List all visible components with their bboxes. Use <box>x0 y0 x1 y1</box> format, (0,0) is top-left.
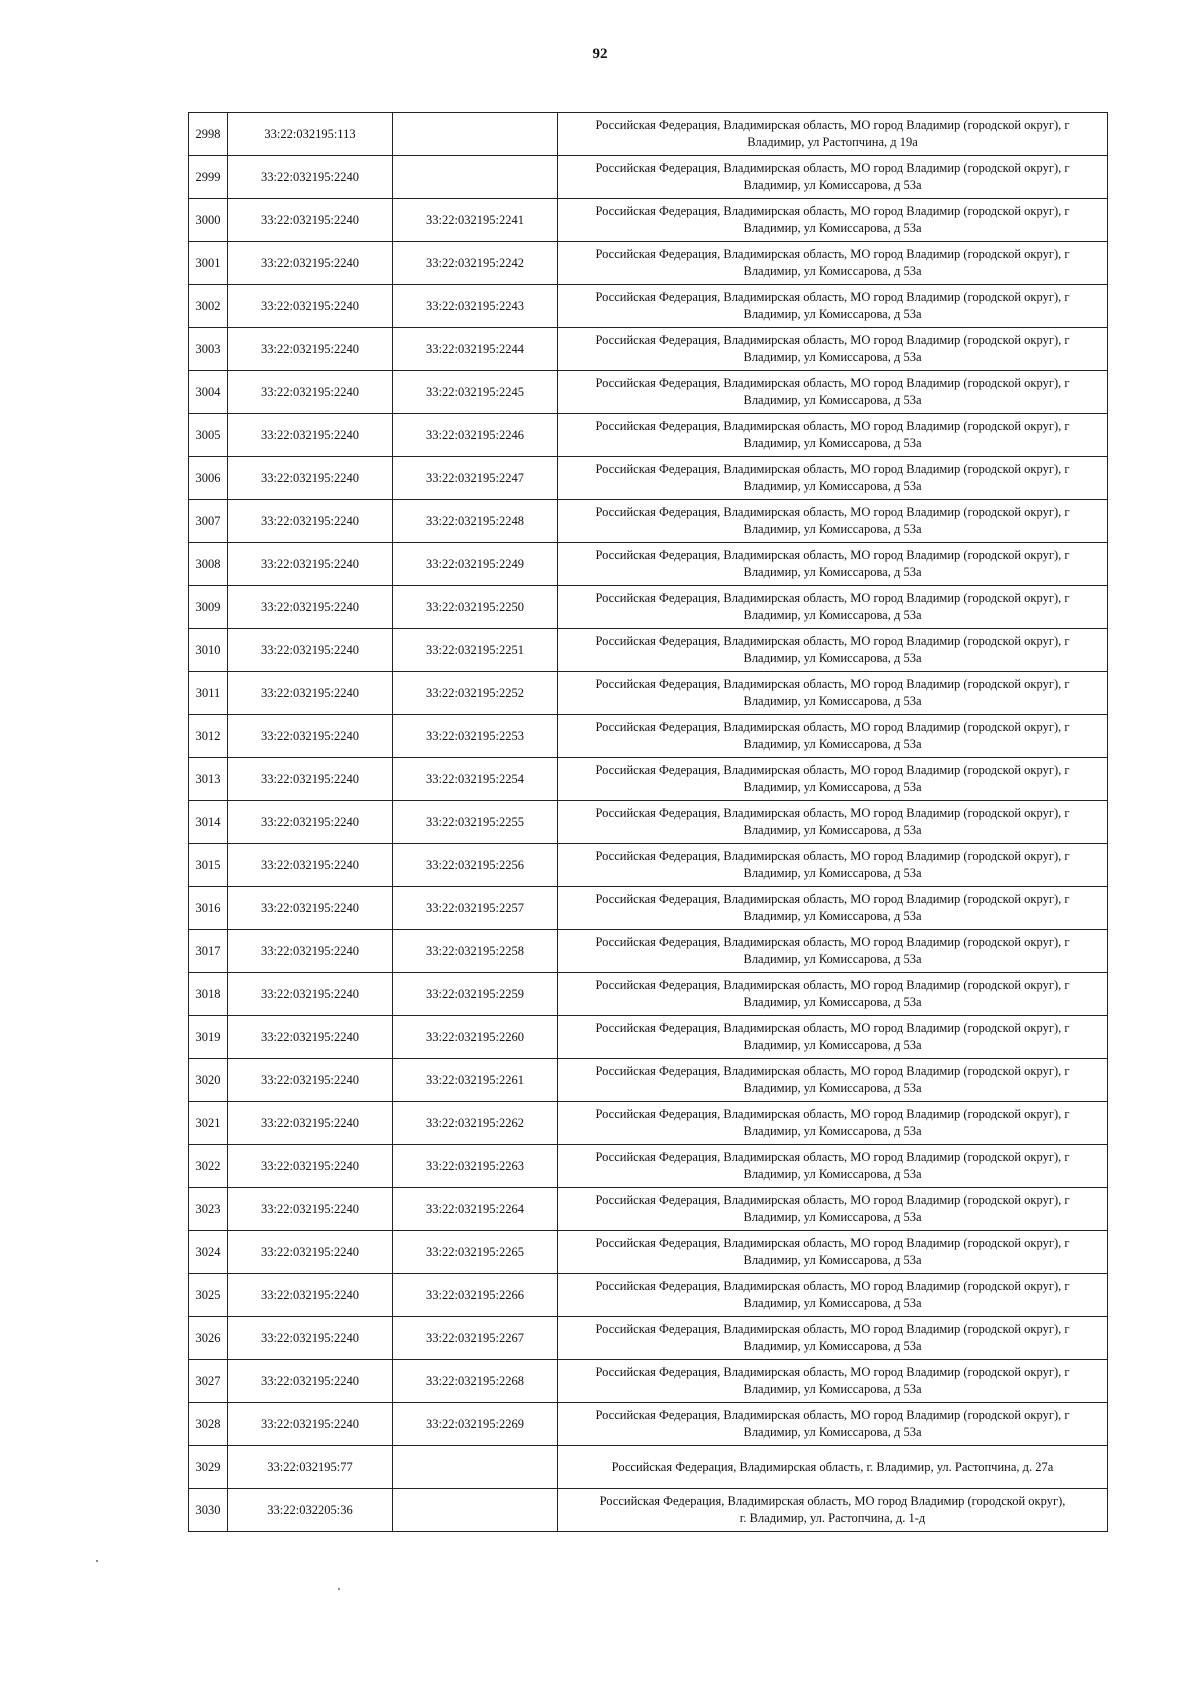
table-row <box>189 1102 1108 1145</box>
address-line-1: Российская Федерация, Владимирская область, МО город Владимир (городской округ), г <box>595 333 1070 347</box>
address-line-1: Российская Федерация, Владимирская область, МО город Владимир (городской округ), г <box>595 1322 1070 1336</box>
table-row <box>189 285 1108 328</box>
address-cell <box>558 242 1108 285</box>
address-cell <box>558 586 1108 629</box>
address-cell <box>558 758 1108 801</box>
address-line-1: Российская Федерация, Владимирская область, МО город Владимир (городской округ), г <box>595 505 1070 519</box>
row-number-cell: 3029 <box>189 1446 228 1489</box>
address-cell <box>558 844 1108 887</box>
cadastral-number-cell: 33:22:032195:2244 <box>393 328 558 371</box>
cadastral-number-cell: 33:22:032195:2260 <box>393 1016 558 1059</box>
table-row <box>189 1059 1108 1102</box>
table-row <box>189 1016 1108 1059</box>
address-cell <box>558 1231 1108 1274</box>
address-line-2: Владимир, ул Комиссарова, д 53а <box>743 1038 922 1052</box>
cadastral-number-cell: 33:22:032195:2246 <box>393 414 558 457</box>
parent-cadastral-number-cell: 33:22:032195:2240 <box>228 242 393 285</box>
address-cell <box>558 1360 1108 1403</box>
parent-cadastral-number-cell: 33:22:032195:2240 <box>228 156 393 199</box>
row-number-cell: 3011 <box>189 672 228 715</box>
cadastral-number-cell: 33:22:032195:2243 <box>393 285 558 328</box>
address-cell <box>558 1274 1108 1317</box>
cadastral-number-cell: 33:22:032195:2265 <box>393 1231 558 1274</box>
parent-cadastral-number-cell: 33:22:032195:77 <box>228 1446 393 1489</box>
address-line-2: Владимир, ул Комиссарова, д 53а <box>743 1425 922 1439</box>
address-cell <box>558 199 1108 242</box>
table-row <box>189 1231 1108 1274</box>
address-line-1: Российская Федерация, Владимирская область, МО город Владимир (городской округ), г <box>595 677 1070 691</box>
parent-cadastral-number-cell: 33:22:032195:2240 <box>228 887 393 930</box>
parent-cadastral-number-cell: 33:22:032205:36 <box>228 1489 393 1532</box>
address-cell <box>558 113 1108 156</box>
address-line-1: Российская Федерация, Владимирская область, МО город Владимир (городской округ), г <box>595 161 1070 175</box>
cadastral-number-cell: 33:22:032195:2266 <box>393 1274 558 1317</box>
address-line-2: Владимир, ул Комиссарова, д 53а <box>743 307 922 321</box>
row-number-cell: 3008 <box>189 543 228 586</box>
parent-cadastral-number-cell: 33:22:032195:2240 <box>228 973 393 1016</box>
address-cell <box>558 1403 1108 1446</box>
row-number-cell: 3009 <box>189 586 228 629</box>
address-cell <box>558 285 1108 328</box>
address-cell <box>558 1446 1108 1489</box>
table-row <box>189 930 1108 973</box>
cadastral-number-cell: 33:22:032195:2255 <box>393 801 558 844</box>
row-number-cell: 3004 <box>189 371 228 414</box>
cadastral-number-cell: 33:22:032195:2249 <box>393 543 558 586</box>
address-line-2: Владимир, ул Комиссарова, д 53а <box>743 651 922 665</box>
parent-cadastral-number-cell: 33:22:032195:2240 <box>228 414 393 457</box>
registry-table <box>188 112 1108 1532</box>
parent-cadastral-number-cell: 33:22:032195:2240 <box>228 199 393 242</box>
parent-cadastral-number-cell: 33:22:032195:2240 <box>228 457 393 500</box>
address-cell <box>558 1145 1108 1188</box>
address-cell <box>558 156 1108 199</box>
address-cell <box>558 1016 1108 1059</box>
parent-cadastral-number-cell: 33:22:032195:2240 <box>228 328 393 371</box>
cadastral-number-cell: 33:22:032195:2248 <box>393 500 558 543</box>
parent-cadastral-number-cell: 33:22:032195:2240 <box>228 930 393 973</box>
table-row <box>189 1188 1108 1231</box>
row-number-cell: 3019 <box>189 1016 228 1059</box>
parent-cadastral-number-cell: 33:22:032195:2240 <box>228 1188 393 1231</box>
address-line-1: Российская Федерация, Владимирская область, МО город Владимир (городской округ), г <box>595 419 1070 433</box>
row-number-cell: 3018 <box>189 973 228 1016</box>
address-line-2: Владимир, ул Комиссарова, д 53а <box>743 737 922 751</box>
address-line-1: Российская Федерация, Владимирская область, МО город Владимир (городской округ), <box>599 1494 1066 1508</box>
address-line-2: Владимир, ул Комиссарова, д 53а <box>743 479 922 493</box>
row-number-cell: 3006 <box>189 457 228 500</box>
row-number-cell: 2998 <box>189 113 228 156</box>
address-line-1: Российская Федерация, Владимирская область, МО город Владимир (городской округ), г <box>595 376 1070 390</box>
address-line-2: Владимир, ул Комиссарова, д 53а <box>743 823 922 837</box>
row-number-cell: 3028 <box>189 1403 228 1446</box>
table-row <box>189 199 1108 242</box>
cadastral-number-cell: 33:22:032195:2250 <box>393 586 558 629</box>
address-cell <box>558 543 1108 586</box>
table-row <box>189 543 1108 586</box>
registry-table-body <box>189 113 1108 1532</box>
table-row <box>189 457 1108 500</box>
scan-speck <box>96 1560 98 1562</box>
address-cell <box>558 371 1108 414</box>
parent-cadastral-number-cell: 33:22:032195:2240 <box>228 715 393 758</box>
table-row <box>189 1489 1108 1532</box>
address-line-2: Владимир, ул Комиссарова, д 53а <box>743 565 922 579</box>
table-row <box>189 758 1108 801</box>
address-line-1: Российская Федерация, Владимирская область, МО город Владимир (городской округ), г <box>595 290 1070 304</box>
cadastral-number-cell <box>393 113 558 156</box>
address-line-1: Российская Федерация, Владимирская область, МО город Владимир (городской округ), г <box>595 935 1070 949</box>
table-row <box>189 156 1108 199</box>
row-number-cell: 3017 <box>189 930 228 973</box>
address-cell <box>558 1102 1108 1145</box>
parent-cadastral-number-cell: 33:22:032195:2240 <box>228 1403 393 1446</box>
address-line-2: Владимир, ул Комиссарова, д 53а <box>743 1382 922 1396</box>
table-row <box>189 586 1108 629</box>
parent-cadastral-number-cell: 33:22:032195:2240 <box>228 801 393 844</box>
table-row <box>189 801 1108 844</box>
table-row <box>189 1145 1108 1188</box>
row-number-cell: 3027 <box>189 1360 228 1403</box>
address-line-2: Владимир, ул Комиссарова, д 53а <box>743 1210 922 1224</box>
row-number-cell: 3023 <box>189 1188 228 1231</box>
address-line-1: Российская Федерация, Владимирская область, МО город Владимир (городской округ), г <box>595 806 1070 820</box>
cadastral-number-cell: 33:22:032195:2259 <box>393 973 558 1016</box>
address-line-1: Российская Федерация, Владимирская область, МО город Владимир (городской округ), г <box>595 247 1070 261</box>
cadastral-number-cell: 33:22:032195:2251 <box>393 629 558 672</box>
parent-cadastral-number-cell: 33:22:032195:2240 <box>228 371 393 414</box>
table-row <box>189 844 1108 887</box>
cadastral-number-cell <box>393 1489 558 1532</box>
row-number-cell: 3005 <box>189 414 228 457</box>
parent-cadastral-number-cell: 33:22:032195:2240 <box>228 1016 393 1059</box>
address-cell <box>558 1188 1108 1231</box>
address-cell <box>558 457 1108 500</box>
table-row <box>189 715 1108 758</box>
cadastral-number-cell: 33:22:032195:2242 <box>393 242 558 285</box>
address-line-1: Российская Федерация, Владимирская область, МО город Владимир (городской округ), г <box>595 1021 1070 1035</box>
address-cell <box>558 930 1108 973</box>
parent-cadastral-number-cell: 33:22:032195:2240 <box>228 500 393 543</box>
cadastral-number-cell: 33:22:032195:2252 <box>393 672 558 715</box>
address-line-1: Российская Федерация, Владимирская область, МО город Владимир (городской округ), г <box>595 462 1070 476</box>
address-line-1: Российская Федерация, Владимирская область, МО город Владимир (городской округ), г <box>595 118 1070 132</box>
registry-table-wrapper <box>188 112 1108 1532</box>
address-line-2: Владимир, ул Комиссарова, д 53а <box>743 1296 922 1310</box>
cadastral-number-cell: 33:22:032195:2254 <box>393 758 558 801</box>
parent-cadastral-number-cell: 33:22:032195:2240 <box>228 758 393 801</box>
address-line-2: Владимир, ул Растопчина, д 19а <box>747 135 918 149</box>
row-number-cell: 3022 <box>189 1145 228 1188</box>
cadastral-number-cell: 33:22:032195:2264 <box>393 1188 558 1231</box>
table-row <box>189 328 1108 371</box>
parent-cadastral-number-cell: 33:22:032195:2240 <box>228 844 393 887</box>
address-cell <box>558 1059 1108 1102</box>
address-line-2: Владимир, ул Комиссарова, д 53а <box>743 1124 922 1138</box>
parent-cadastral-number-cell: 33:22:032195:2240 <box>228 1317 393 1360</box>
address-line-1: Российская Федерация, Владимирская область, МО город Владимир (городской округ), г <box>595 1150 1070 1164</box>
row-number-cell: 3014 <box>189 801 228 844</box>
row-number-cell: 3016 <box>189 887 228 930</box>
parent-cadastral-number-cell: 33:22:032195:2240 <box>228 543 393 586</box>
cadastral-number-cell: 33:22:032195:2269 <box>393 1403 558 1446</box>
row-number-cell: 3007 <box>189 500 228 543</box>
row-number-cell: 3025 <box>189 1274 228 1317</box>
cadastral-number-cell: 33:22:032195:2245 <box>393 371 558 414</box>
address-line-1: Российская Федерация, Владимирская область, МО город Владимир (городской округ), г <box>595 1365 1070 1379</box>
address-line-2: Владимир, ул Комиссарова, д 53а <box>743 178 922 192</box>
address-line-1: Российская Федерация, Владимирская область, МО город Владимир (городской округ), г <box>595 763 1070 777</box>
cadastral-number-cell: 33:22:032195:2262 <box>393 1102 558 1145</box>
table-row <box>189 629 1108 672</box>
row-number-cell: 3002 <box>189 285 228 328</box>
address-cell <box>558 414 1108 457</box>
row-number-cell: 3026 <box>189 1317 228 1360</box>
row-number-cell: 3000 <box>189 199 228 242</box>
address-line-2: Владимир, ул Комиссарова, д 53а <box>743 436 922 450</box>
row-number-cell: 2999 <box>189 156 228 199</box>
address-line-1: Российская Федерация, Владимирская область, МО город Владимир (городской округ), г <box>595 548 1070 562</box>
table-row <box>189 414 1108 457</box>
address-cell <box>558 1317 1108 1360</box>
address-line-1: Российская Федерация, Владимирская область, МО город Владимир (городской округ), г <box>595 1193 1070 1207</box>
parent-cadastral-number-cell: 33:22:032195:113 <box>228 113 393 156</box>
address-line-1: Российская Федерация, Владимирская область, МО город Владимир (городской округ), г <box>595 1408 1070 1422</box>
cadastral-number-cell: 33:22:032195:2267 <box>393 1317 558 1360</box>
address-cell <box>558 328 1108 371</box>
address-line-1: Российская Федерация, Владимирская область, МО город Владимир (городской округ), г <box>595 978 1070 992</box>
address-cell <box>558 500 1108 543</box>
row-number-cell: 3001 <box>189 242 228 285</box>
parent-cadastral-number-cell: 33:22:032195:2240 <box>228 285 393 328</box>
parent-cadastral-number-cell: 33:22:032195:2240 <box>228 1145 393 1188</box>
parent-cadastral-number-cell: 33:22:032195:2240 <box>228 1102 393 1145</box>
table-row <box>189 1317 1108 1360</box>
table-row <box>189 672 1108 715</box>
address-line-1: Российская Федерация, Владимирская область, МО город Владимир (городской округ), г <box>595 204 1070 218</box>
row-number-cell: 3021 <box>189 1102 228 1145</box>
row-number-cell: 3020 <box>189 1059 228 1102</box>
cadastral-number-cell <box>393 156 558 199</box>
table-row <box>189 1360 1108 1403</box>
address-line-2: Владимир, ул Комиссарова, д 53а <box>743 995 922 1009</box>
table-row <box>189 371 1108 414</box>
address-line-1: Российская Федерация, Владимирская область, МО город Владимир (городской округ), г <box>595 591 1070 605</box>
address-line-1: Российская Федерация, Владимирская область, г. Владимир, ул. Растопчина, д. 27а <box>611 1459 1054 1474</box>
cadastral-number-cell: 33:22:032195:2261 <box>393 1059 558 1102</box>
address-line-2: Владимир, ул Комиссарова, д 53а <box>743 1253 922 1267</box>
table-row <box>189 1403 1108 1446</box>
row-number-cell: 3010 <box>189 629 228 672</box>
address-line-1: Российская Федерация, Владимирская область, МО город Владимир (городской округ), г <box>595 720 1070 734</box>
address-cell <box>558 672 1108 715</box>
table-row <box>189 500 1108 543</box>
row-number-cell: 3003 <box>189 328 228 371</box>
address-line-2: Владимир, ул Комиссарова, д 53а <box>743 1339 922 1353</box>
cadastral-number-cell: 33:22:032195:2268 <box>393 1360 558 1403</box>
address-line-2: Владимир, ул Комиссарова, д 53а <box>743 393 922 407</box>
address-line-2: Владимир, ул Комиссарова, д 53а <box>743 952 922 966</box>
address-cell <box>558 629 1108 672</box>
address-line-2: Владимир, ул Комиссарова, д 53а <box>743 1167 922 1181</box>
scan-speck <box>338 1588 340 1590</box>
table-row <box>189 1446 1108 1489</box>
parent-cadastral-number-cell: 33:22:032195:2240 <box>228 586 393 629</box>
address-line-1: Российская Федерация, Владимирская область, МО город Владимир (городской округ), г <box>595 1107 1070 1121</box>
address-cell <box>558 1489 1108 1532</box>
address-line-2: Владимир, ул Комиссарова, д 53а <box>743 866 922 880</box>
table-row <box>189 887 1108 930</box>
address-line-2: Владимир, ул Комиссарова, д 53а <box>743 694 922 708</box>
address-line-1: Российская Федерация, Владимирская область, МО город Владимир (городской округ), г <box>595 1279 1070 1293</box>
address-line-2: Владимир, ул Комиссарова, д 53а <box>743 264 922 278</box>
address-cell <box>558 715 1108 758</box>
address-line-1: Российская Федерация, Владимирская область, МО город Владимир (городской округ), г <box>595 1236 1070 1250</box>
address-line-2: г. Владимир, ул. Растопчина, д. 1-д <box>739 1511 926 1525</box>
cadastral-number-cell: 33:22:032195:2253 <box>393 715 558 758</box>
row-number-cell: 3013 <box>189 758 228 801</box>
cadastral-number-cell: 33:22:032195:2247 <box>393 457 558 500</box>
address-line-1: Российская Федерация, Владимирская область, МО город Владимир (городской округ), г <box>595 849 1070 863</box>
row-number-cell: 3030 <box>189 1489 228 1532</box>
parent-cadastral-number-cell: 33:22:032195:2240 <box>228 672 393 715</box>
row-number-cell: 3024 <box>189 1231 228 1274</box>
address-line-2: Владимир, ул Комиссарова, д 53а <box>743 608 922 622</box>
address-cell <box>558 801 1108 844</box>
row-number-cell: 3012 <box>189 715 228 758</box>
cadastral-number-cell <box>393 1446 558 1489</box>
address-line-1: Российская Федерация, Владимирская область, МО город Владимир (городской округ), г <box>595 634 1070 648</box>
cadastral-number-cell: 33:22:032195:2241 <box>393 199 558 242</box>
table-row <box>189 973 1108 1016</box>
parent-cadastral-number-cell: 33:22:032195:2240 <box>228 629 393 672</box>
cadastral-number-cell: 33:22:032195:2256 <box>393 844 558 887</box>
table-row <box>189 113 1108 156</box>
parent-cadastral-number-cell: 33:22:032195:2240 <box>228 1231 393 1274</box>
address-line-1: Российская Федерация, Владимирская область, МО город Владимир (городской округ), г <box>595 892 1070 906</box>
parent-cadastral-number-cell: 33:22:032195:2240 <box>228 1360 393 1403</box>
address-cell <box>558 973 1108 1016</box>
address-line-1: Российская Федерация, Владимирская область, МО город Владимир (городской округ), г <box>595 1064 1070 1078</box>
table-row <box>189 1274 1108 1317</box>
address-line-2: Владимир, ул Комиссарова, д 53а <box>743 522 922 536</box>
cadastral-number-cell: 33:22:032195:2258 <box>393 930 558 973</box>
address-line-2: Владимир, ул Комиссарова, д 53а <box>743 1081 922 1095</box>
parent-cadastral-number-cell: 33:22:032195:2240 <box>228 1059 393 1102</box>
address-line-2: Владимир, ул Комиссарова, д 53а <box>743 909 922 923</box>
row-number-cell: 3015 <box>189 844 228 887</box>
table-row <box>189 242 1108 285</box>
page-number: 92 <box>592 46 608 62</box>
address-line-2: Владимир, ул Комиссарова, д 53а <box>743 780 922 794</box>
address-line-2: Владимир, ул Комиссарова, д 53а <box>743 350 922 364</box>
cadastral-number-cell: 33:22:032195:2263 <box>393 1145 558 1188</box>
cadastral-number-cell: 33:22:032195:2257 <box>393 887 558 930</box>
address-line-2: Владимир, ул Комиссарова, д 53а <box>743 221 922 235</box>
parent-cadastral-number-cell: 33:22:032195:2240 <box>228 1274 393 1317</box>
address-cell <box>558 887 1108 930</box>
